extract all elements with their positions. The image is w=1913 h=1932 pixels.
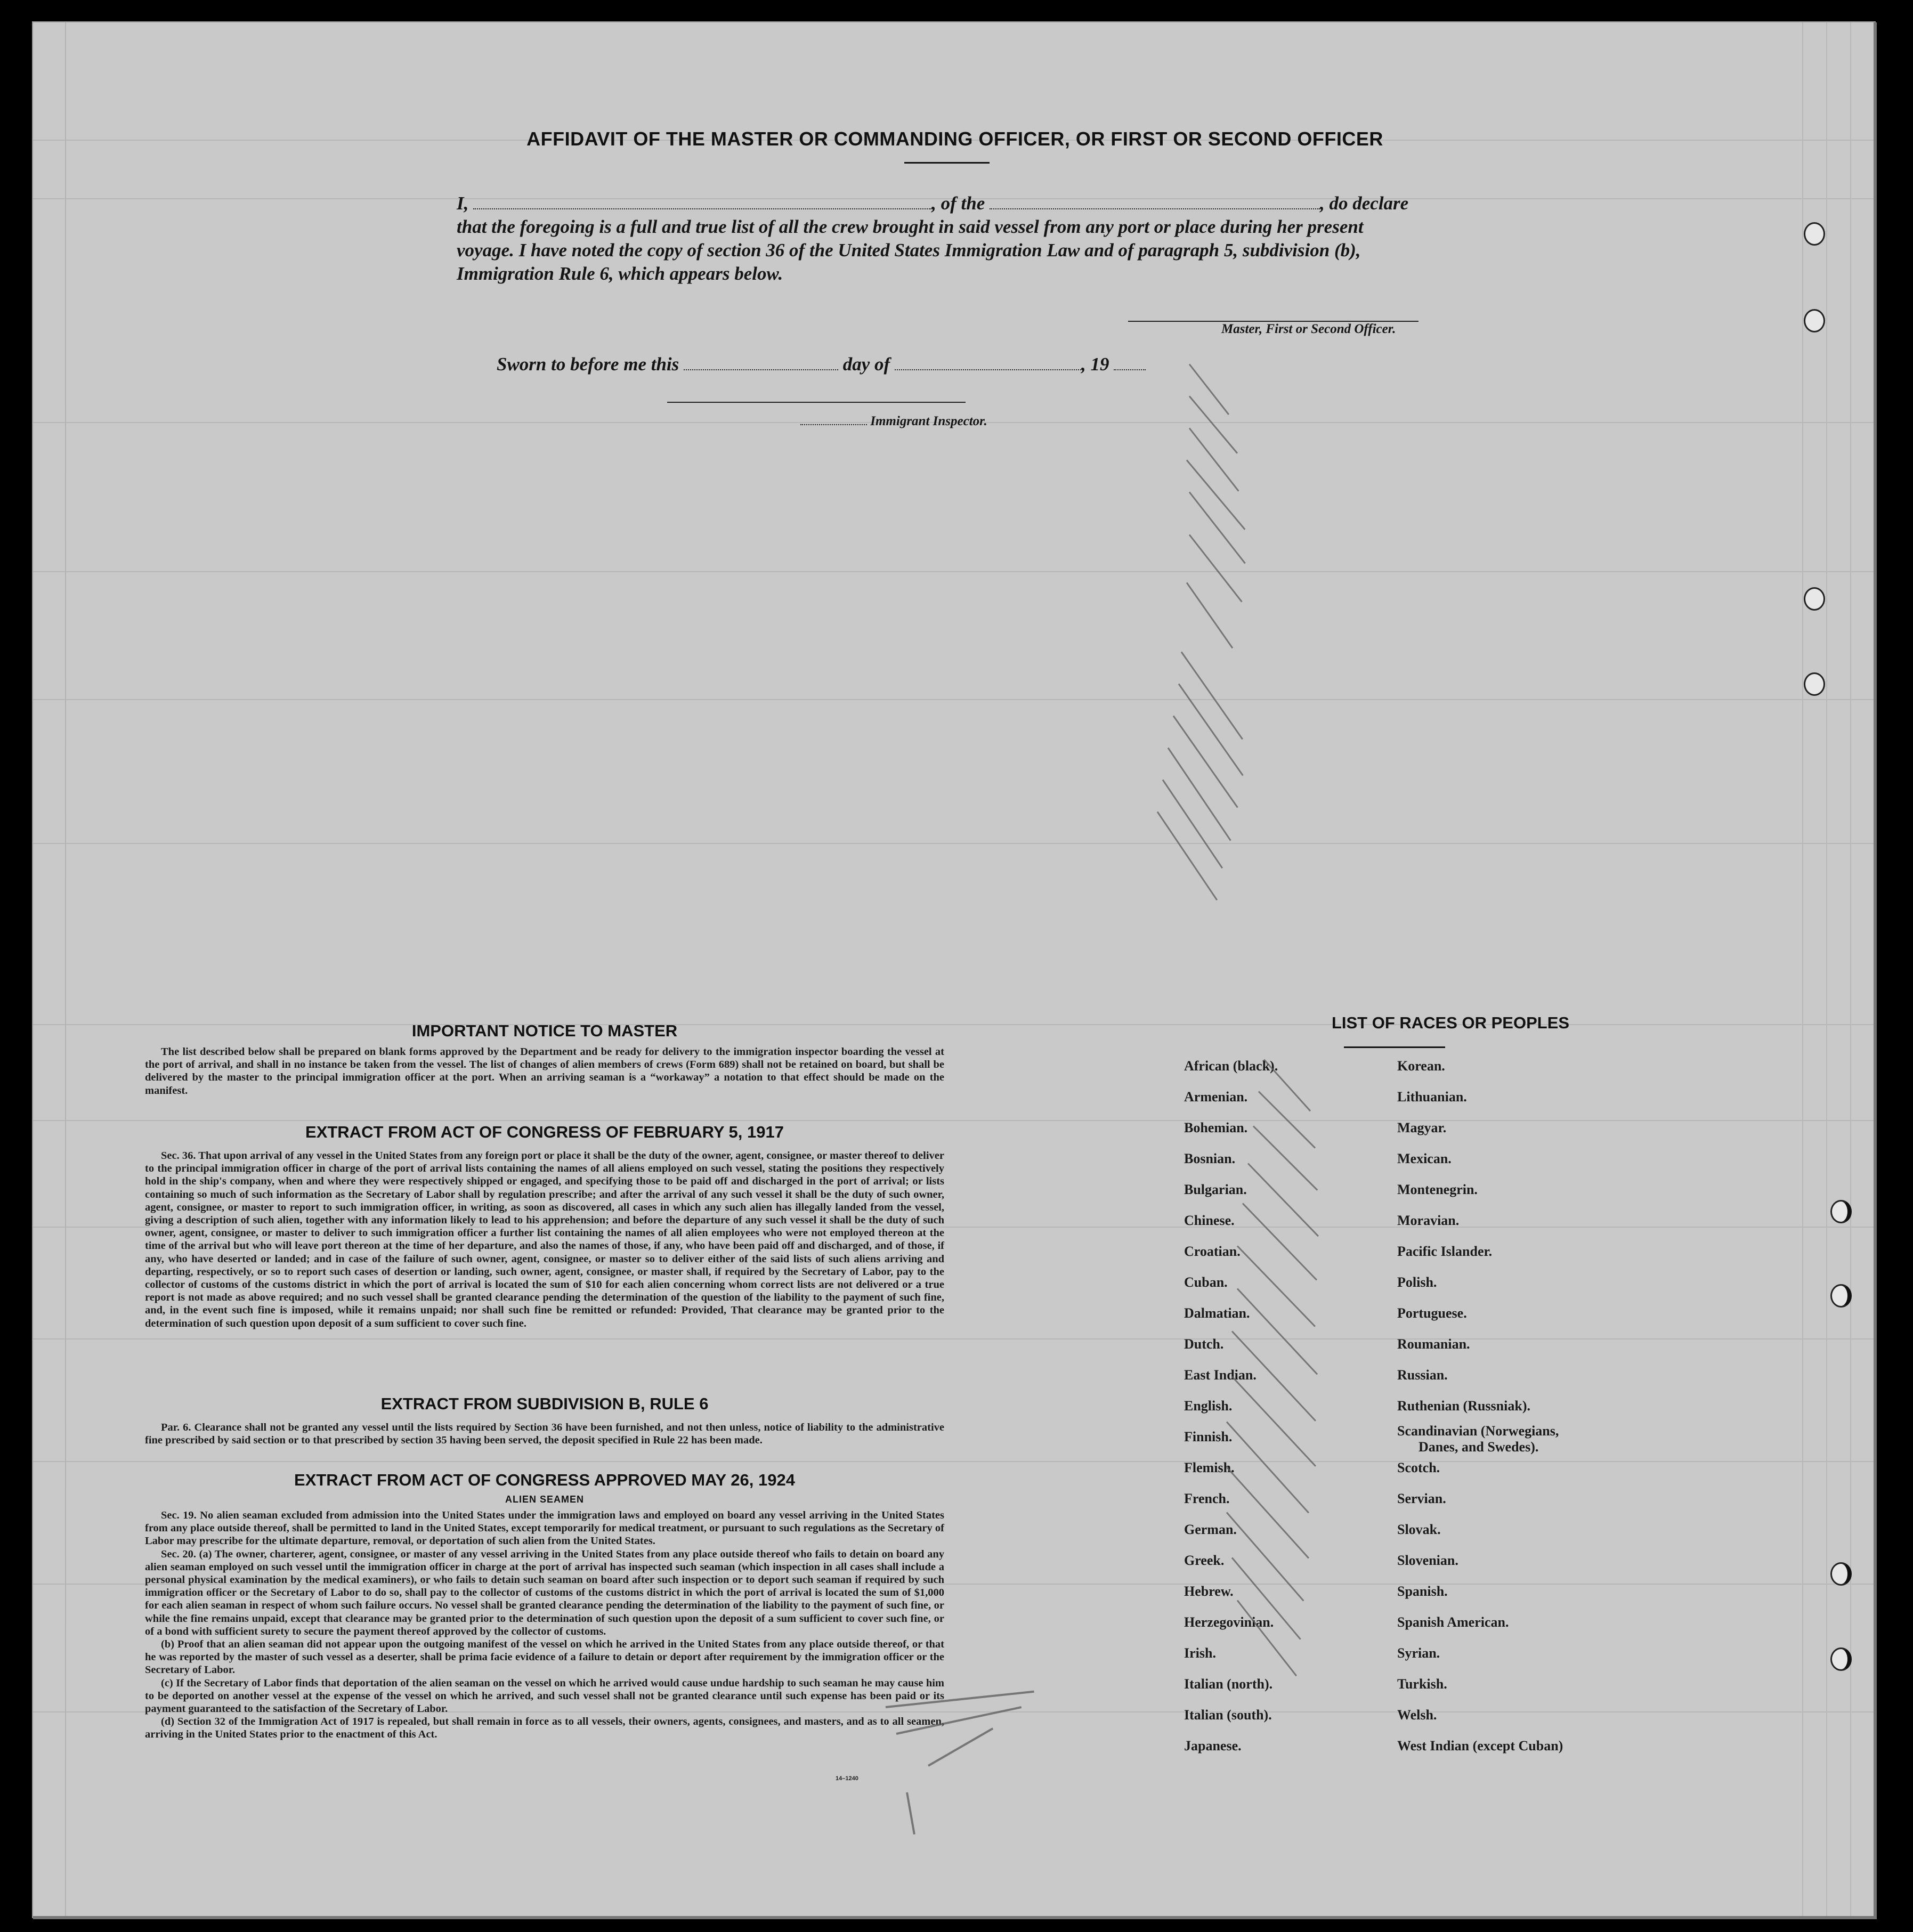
notice-paragraph: The list described below shall be prepared on blank forms approved by the Department and be ready for delivery to the immigration inspector boarding the vessel at the port of arrival, and shall in no instance be taken from the vessel. The list of changes of alien members of crews (Form 689) shall not be retained on board, but shall be delivered by the master to the principal immigration officer at the port. When an arriving seaman is a “workaway” a notation to that effect should be made on the manifest. [145,1046,944,1097]
inspector-line [800,414,987,429]
race-item: African (black). [1184,1058,1278,1074]
race-item: Montenegrin. [1397,1182,1478,1197]
race-item: Hebrew. [1184,1584,1234,1599]
sworn-month-field[interactable] [895,369,1081,370]
affidavit-line-2: that the foregoing is a full and true list of all the crew brought in said vessel from any port or place during her present [457,216,1364,237]
race-item: Magyar. [1397,1120,1447,1135]
document-page [32,21,1876,1918]
extract-rule6-text [145,1421,944,1447]
race-item: Herzegovinian. [1184,1614,1274,1630]
notice-title: IMPORTANT NOTICE TO MASTER [411,1021,678,1040]
race-item: Italian (north). [1184,1676,1273,1692]
race-item: Scotch. [1397,1460,1440,1475]
race-item: English. [1184,1398,1233,1414]
race-item: Dalmatian. [1184,1305,1250,1321]
binder-hole-icon [1804,309,1825,332]
inspector-dots [800,424,867,425]
affidavit-declare-label: , do declare [1320,193,1409,214]
binder-hole-icon [1830,1284,1852,1308]
race-item: Bohemian. [1184,1120,1248,1135]
race-item: Servian. [1397,1491,1446,1506]
notice-text [145,1045,944,1097]
races-title: LIST OF RACES OR PEOPLES [1331,1013,1570,1032]
handwritten-signature: ​ [876,1679,885,1735]
affidavit-line-4: Immigration Rule 6, which appears below. [457,263,783,284]
race-item: East Indian. [1184,1367,1257,1383]
race-item: Finnish. [1184,1429,1233,1444]
sec-20c-paragraph: (c) If the Secretary of Labor finds that deportation of the alien seaman on the vessel on which he arrived would cause undue hardship to such seaman he may cause him to be deported on another vessel at the expense of the vessel on which he arrived, and such vessel shall not be granted clearance until such expense has been paid or its payment guaranteed to the satisfaction of the Secretary of Labor. [145,1677,944,1715]
affidavit-i-label: I, [457,193,469,214]
affidavit-title: AFFIDAVIT OF THE MASTER OR COMMANDING OFFICER, OR FIRST OR SECOND OFFICER [526,128,1383,150]
affidavit-title-rule [904,162,990,164]
race-item: Greek. [1184,1553,1225,1568]
race-item: Armenian. [1184,1089,1248,1105]
extract-rule6-title: EXTRACT FROM SUBDIVISION B, RULE 6 [380,1394,709,1413]
race-item: Italian (south). [1184,1707,1272,1723]
race-item: Bosnian. [1184,1151,1236,1166]
extract-1924-title: EXTRACT FROM ACT OF CONGRESS APPROVED MAY 26, 1924 [294,1471,795,1489]
extract-1917-text [145,1149,944,1330]
sec-20d-paragraph: (d) Section 32 of the Immigration Act of 1917 is repealed, but shall remain in force as to all vessels, their owners, agents, consignees, and masters, and as to all seamen, arriving in the United States prior to the enactment of this Act. [145,1716,944,1741]
sec-20b-paragraph: (b) Proof that an alien seaman did not appear upon the outgoing manifest of the vessel on which he arrived in the United States from any place outside thereof, or that he was reported by the master of such vessel as a deserter, shall be prima facie evidence of a failure to detain or deport after requirement by the immigration officer or the Secretary of Labor. [145,1638,944,1676]
day-of-label: day of [842,354,890,375]
races-title-rule [1344,1046,1445,1048]
race-item: Croatian. [1184,1244,1241,1259]
race-item: German. [1184,1522,1237,1537]
declarant-name-field[interactable] [473,208,931,209]
race-item: Bulgarian. [1184,1182,1247,1197]
race-item: Korean. [1397,1058,1445,1074]
extract-1917-paragraph: Sec. 36. That upon arrival of any vessel in the United States from any foreign port or place it shall be the duty of the owner, agent, consignee, or master thereof to deliver to the principal immigration officer in charge of the port of arrival lists containing the names of all aliens employed on such vessel, stating the positions they respectively hold in the ship's company, when and where they were respectively shipped or engaged, and specifying those to be paid off and discharged in the port of arrival; or lists containing so much of such information as the Secretary of Labor shall by regulation prescribe; and after the arrival of any such vessel it shall be the duty of such owner, agent, consignee, or master to report to such immigration officer, in writing, as soon as discovered, all cases in which any such alien has illegally landed from the vessel, giving a description of such alien, together with any information likely to lead to his apprehension; and before the departure of any such vessel it shall be the duty of such owner, agent, consignee, or master to deliver to such immigration officer a further list containing the names of all alien employees who were not employed thereon at the time of the arrival but who will leave port thereon at the time of her departure, and also the names of those, if any, who have been paid off and discharged, and of those, if any, who have deserted or landed; and in case of the failure of such owner, agent, consignee, or master so to deliver either of the said lists of such aliens arriving and departing, respectively, or so to report such cases of desertion or landing, such owner, agent, consignee, or master shall, if required by the Secretary of Labor, pay to the collector of customs of the customs district in which the port of arrival is located the sum of $10 for each alien concerning whom correct lists are not delivered or a true report is not made as above required; and no such vessel shall be granted clearance pending the determination of the question of the liability to the payment of such fine, and, in the event such fine is imposed, while it remains unpaid; nor shall such fine be remitted or refunded: Provided, That clearance may be granted prior to the determination of such question upon deposit of a sum sufficient to cover such fine. [145,1150,944,1329]
race-item: French. [1184,1491,1230,1506]
race-item: Cuban. [1184,1275,1228,1290]
race-item: Scandinavian (Norwegians, [1397,1423,1559,1439]
year-label: , 19 [1081,354,1109,375]
race-item: Moravian. [1397,1213,1460,1228]
sec-19-paragraph: Sec. 19. No alien seaman excluded from admission into the United States under the immigration laws and employed on board any vessel arriving in the United States from any place outside thereof, shall be permitted to land in the United States, except temporarily for medical treatment, or pursuant to such regulations as the Secretary of Labor may prescribe for the ultimate departure, removal, or deportation of such alien from the United States. [145,1509,944,1547]
binder-hole-icon [1804,587,1825,611]
affidavit-line-1 [457,193,1408,214]
alien-seamen-subtitle: ALIEN SEAMEN [505,1494,584,1505]
binder-hole-icon [1830,1562,1852,1586]
race-item: Mexican. [1397,1151,1452,1166]
extract-1917-title: EXTRACT FROM ACT OF CONGRESS OF FEBRUARY 5, 1917 [305,1123,784,1141]
race-item: Spanish American. [1397,1614,1509,1630]
race-item: Roumanian. [1397,1336,1470,1352]
binder-hole-icon [1830,1647,1852,1671]
race-item: Spanish. [1397,1584,1448,1599]
sworn-day-field[interactable] [684,369,838,370]
vessel-name-field[interactable] [990,208,1320,209]
sworn-year-field[interactable] [1114,369,1146,370]
race-item: Ruthenian (Russniak). [1397,1398,1530,1414]
form-number: 14–1240 [836,1775,858,1782]
extract-1924-text [145,1509,944,1741]
race-item: Russian. [1397,1367,1448,1383]
race-item: Slovenian. [1397,1553,1458,1568]
race-item: Syrian. [1397,1645,1440,1661]
race-item: Lithuanian. [1397,1089,1467,1105]
sec-20a-paragraph: Sec. 20. (a) The owner, charterer, agent, consignee, or master of any vessel arriving in the United States from any place outside thereof who fails to detain on board any alien seaman employed on such vessel until the immigration officer in charge at the port of arrival has inspected such seaman (which inspection in all cases shall include a personal physical examination by the medical examiners), or who fails to detain such seaman on board after such inspection or to deport such seaman if required by such immigration officer or the Secretary of Labor to do so, shall pay to the collector of customs of the customs district in which the port of arrival is located the sum of $1,000 for each alien seaman in respect of whom such failure occurs. No vessel shall be granted clearance pending the determination of the liability to the payment of such fine, or while the fine remains unpaid, except that clearance may be granted prior to the determination of such question upon the deposit of a sum sufficient to cover such fine, or of a bond with sufficient surety to secure the payment thereof approved by the collector of customs. [145,1548,944,1637]
inspector-signature-line[interactable] [667,402,966,403]
race-item: Slovak. [1397,1522,1441,1537]
race-item: Welsh. [1397,1707,1437,1723]
race-item-continued: Danes, and Swedes). [1418,1439,1539,1455]
race-item: Dutch. [1184,1336,1224,1352]
inspector-label: Immigrant Inspector. [870,414,987,428]
race-item: Flemish. [1184,1460,1235,1475]
extract-rule6-paragraph: Par. 6. Clearance shall not be granted any vessel until the lists required by Section 36 have been furnished, and not then unless, notice of liability to the administrative fine prescribed by said section or to that prescribed by section 35 having been served, the deposit specified in Rule 22 has been made. [145,1422,944,1447]
race-item: Irish. [1184,1645,1216,1661]
binder-hole-icon [1804,222,1825,246]
race-item: Japanese. [1184,1738,1242,1754]
race-item: Polish. [1397,1275,1437,1290]
affidavit-line-3: voyage. I have noted the copy of section 36 of the United States Immigration Law and of paragraph 5, subdivision (b), [457,240,1361,261]
sworn-line [497,354,1146,375]
race-item: Portuguese. [1397,1305,1467,1321]
race-item: Turkish. [1397,1676,1447,1692]
binder-hole-icon [1830,1200,1852,1223]
race-item: West Indian (except Cuban) [1397,1738,1563,1754]
master-signature-label: Master, First or Second Officer. [1221,322,1396,336]
race-item: Chinese. [1184,1213,1235,1228]
affidavit-of-label: , of the [931,193,985,214]
sworn-label: Sworn to before me this [497,354,679,375]
race-item: Pacific Islander. [1397,1244,1493,1259]
binder-hole-icon [1804,672,1825,696]
